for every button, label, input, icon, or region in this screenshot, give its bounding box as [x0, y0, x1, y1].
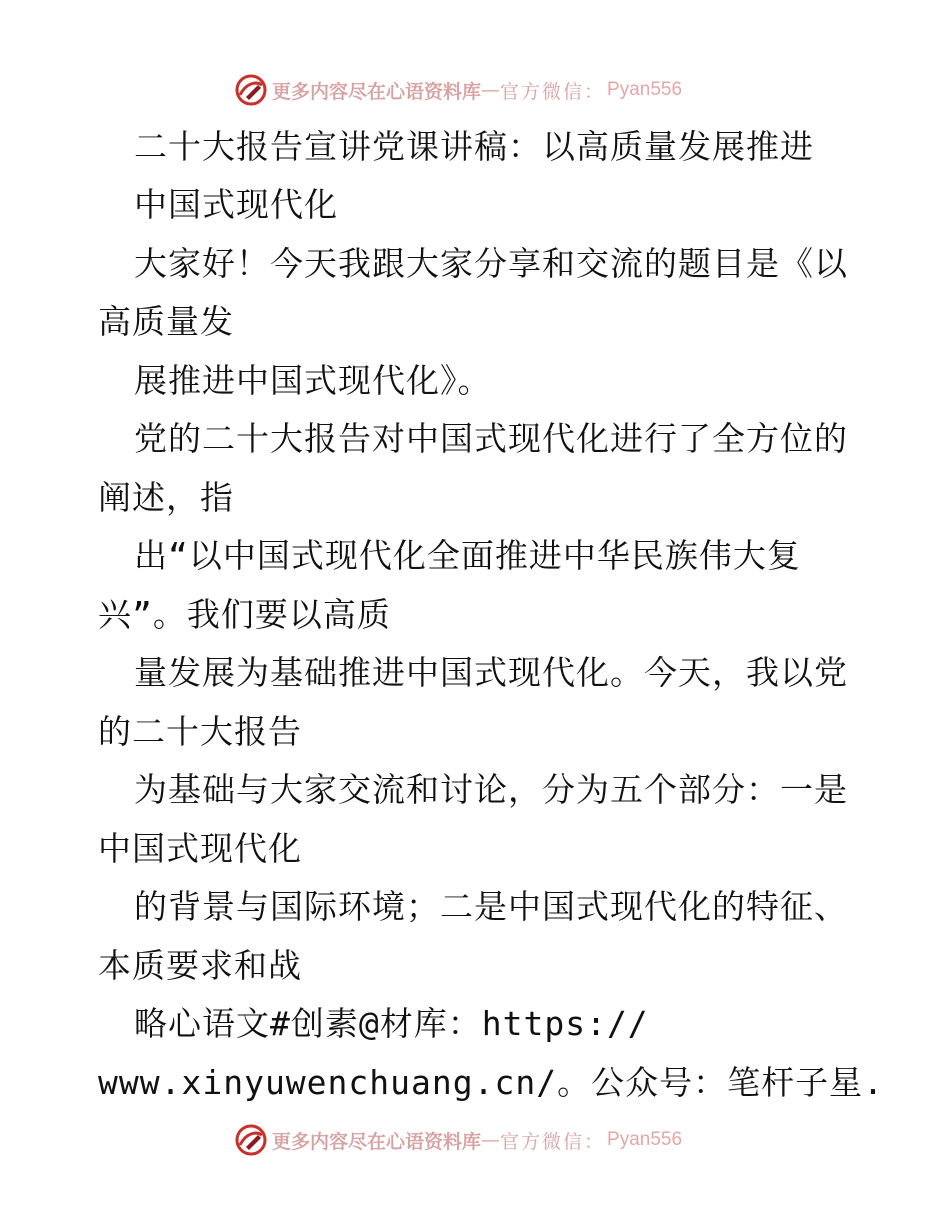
paragraph-line: 大家好！今天我跟大家分享和交流的题目是《以	[134, 244, 848, 283]
paragraph-line: 的二十大报告	[98, 712, 302, 751]
paragraph-line: 展推进中国式现代化》。	[134, 361, 492, 400]
paragraph-line: 略心语文#创素@材库：https://	[134, 1004, 649, 1043]
paragraph-line: 阐述，指	[98, 478, 234, 517]
banner-wechat-label: 官方微信：	[500, 80, 606, 103]
banner-dash: —	[481, 79, 501, 101]
document-title-line-2: 中国式现代化	[134, 185, 338, 224]
paragraph-line: 本质要求和战	[98, 946, 302, 985]
paragraph-line: 党的二十大报告对中国式现代化进行了全方位的	[134, 419, 848, 458]
paragraph-line: www.xinyuwenchuang.cn/。公众号：笔杆子星.	[98, 1063, 884, 1102]
banner-site-name: 更多内容尽在心语资料库	[272, 80, 482, 103]
header-watermark-banner	[234, 70, 682, 110]
banner-dash: —	[481, 1129, 501, 1151]
paragraph-line: 出“以中国式现代化全面推进中华民族伟大复	[134, 536, 801, 575]
footer-watermark-banner	[234, 1120, 682, 1160]
banner-wechat-id: Pyan556	[607, 1129, 683, 1150]
paragraph-line: 为基础与大家交流和讨论，分为五个部分：一是	[134, 770, 848, 809]
paragraph-line: 的背景与国际环境；二是中国式现代化的特征、	[134, 887, 848, 926]
banner-wechat-label: 官方微信：	[500, 1130, 606, 1153]
red-pen-swirl-icon	[234, 73, 268, 107]
banner-wechat-id: Pyan556	[607, 79, 683, 100]
paragraph-line: 中国式现代化	[98, 829, 302, 868]
banner-site-name: 更多内容尽在心语资料库	[272, 1130, 482, 1153]
document-title-line-1: 二十大报告宣讲党课讲稿：以高质量发展推进	[134, 127, 814, 166]
paragraph-line: 量发展为基础推进中国式现代化。今天，我以党	[134, 653, 848, 692]
red-pen-swirl-icon	[234, 1123, 268, 1157]
paragraph-line: 高质量发	[98, 302, 234, 341]
paragraph-line: 兴”。我们要以高质	[98, 595, 391, 634]
